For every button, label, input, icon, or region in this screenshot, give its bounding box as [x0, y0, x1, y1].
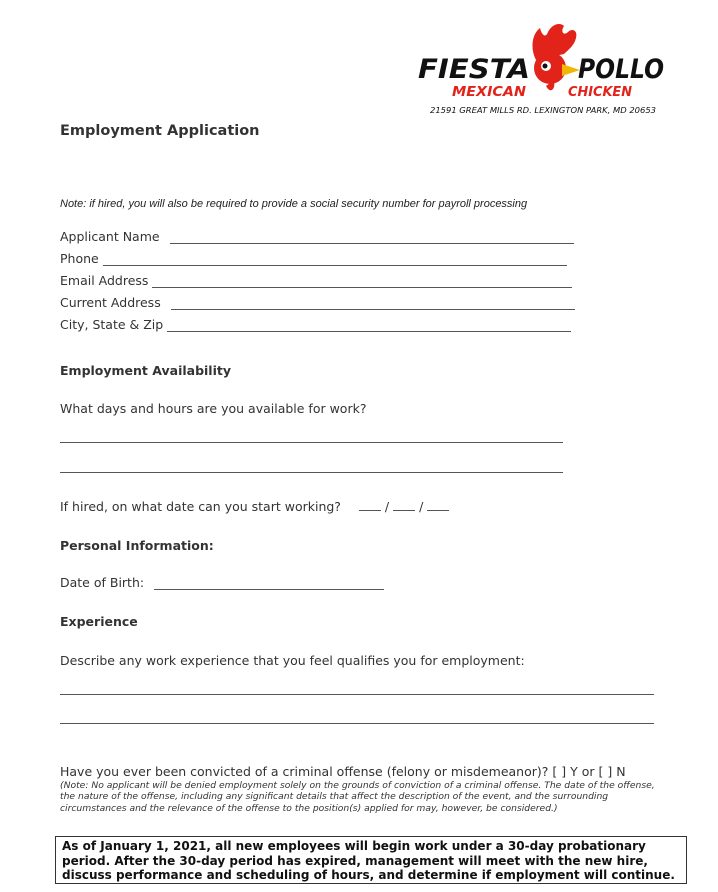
brand-subtitle-left: MEXICAN [452, 85, 527, 100]
brand-logo [418, 20, 668, 120]
probation-notice: As of January 1, 2021, all new employees will begin work under a 30-day probationary period. After the 30-day period has expired, management will meet with the new hire, discuss performance and scheduling of hours, and determine if employment will continue. [55, 836, 687, 884]
brand-address: 21591 GREAT MILLS RD. LEXINGTON PARK, MD 20653 [430, 106, 656, 115]
yes-checkbox[interactable]: [ ] [552, 764, 567, 779]
brand-name-left: FIESTA [418, 54, 530, 85]
phone-input[interactable] [103, 253, 567, 266]
criminal-question: Have you ever been convicted of a criminal offense (felony or misdemeanor)? [60, 764, 549, 779]
current-address-input[interactable] [171, 297, 575, 310]
applicant-name-input[interactable] [170, 231, 574, 244]
availability-line-1[interactable] [60, 442, 563, 443]
personal-info-heading: Personal Information: [60, 538, 214, 553]
start-day-input[interactable] [393, 498, 415, 511]
page-title: Employment Application [60, 123, 260, 139]
experience-line-2[interactable] [60, 723, 654, 724]
criminal-note: (Note: No applicant will be denied employment solely on the grounds of conviction of a criminal offense. The date of the offense, the nature of the offense, including any significant details that affect the description of the event, and the surrounding circumstances and the relevance of the offense to the position(s) applied for may, however, be considered.) [60, 780, 655, 814]
no-checkbox[interactable]: [ ] [598, 764, 613, 779]
brand-name-right: POLLO [578, 54, 664, 85]
phone-field[interactable] [60, 248, 567, 266]
date-separator-2: / [419, 499, 424, 514]
experience-heading: Experience [60, 614, 138, 629]
start-month-input[interactable] [359, 498, 381, 511]
yes-label: Y or [570, 764, 595, 779]
city-state-zip-input[interactable] [167, 319, 571, 332]
email-input[interactable] [152, 275, 572, 288]
availability-line-2[interactable] [60, 472, 563, 473]
applicant-name-label: Applicant Name [60, 229, 160, 244]
start-date-row [60, 498, 449, 514]
email-label: Email Address [60, 273, 149, 288]
ssn-note: Note: if hired, you will also be required to provide a social security number for payroll processing [60, 198, 528, 210]
dob-input[interactable] [154, 577, 384, 590]
rooster-logo-icon [418, 20, 668, 120]
dob-field[interactable] [60, 572, 384, 590]
applicant-name-field[interactable] [60, 226, 574, 244]
phone-label: Phone [60, 251, 99, 266]
email-field[interactable] [60, 270, 572, 288]
brand-subtitle-right: CHICKEN [568, 85, 633, 100]
availability-heading: Employment Availability [60, 363, 232, 378]
current-address-field[interactable] [60, 292, 575, 310]
experience-line-1[interactable] [60, 694, 654, 695]
experience-question: Describe any work experience that you feel qualifies you for employment: [60, 653, 525, 668]
start-date-question: If hired, on what date can you start working? [60, 499, 341, 514]
date-separator-1: / [384, 499, 390, 514]
dob-label: Date of Birth: [60, 575, 145, 590]
city-state-zip-label: City, State & Zip [60, 317, 164, 332]
start-year-input[interactable] [427, 498, 449, 511]
criminal-question-row [60, 764, 626, 779]
availability-question: What days and hours are you available for work? [60, 401, 367, 416]
current-address-label: Current Address [60, 295, 161, 310]
no-label: N [616, 764, 626, 779]
city-state-zip-field[interactable] [60, 314, 571, 332]
